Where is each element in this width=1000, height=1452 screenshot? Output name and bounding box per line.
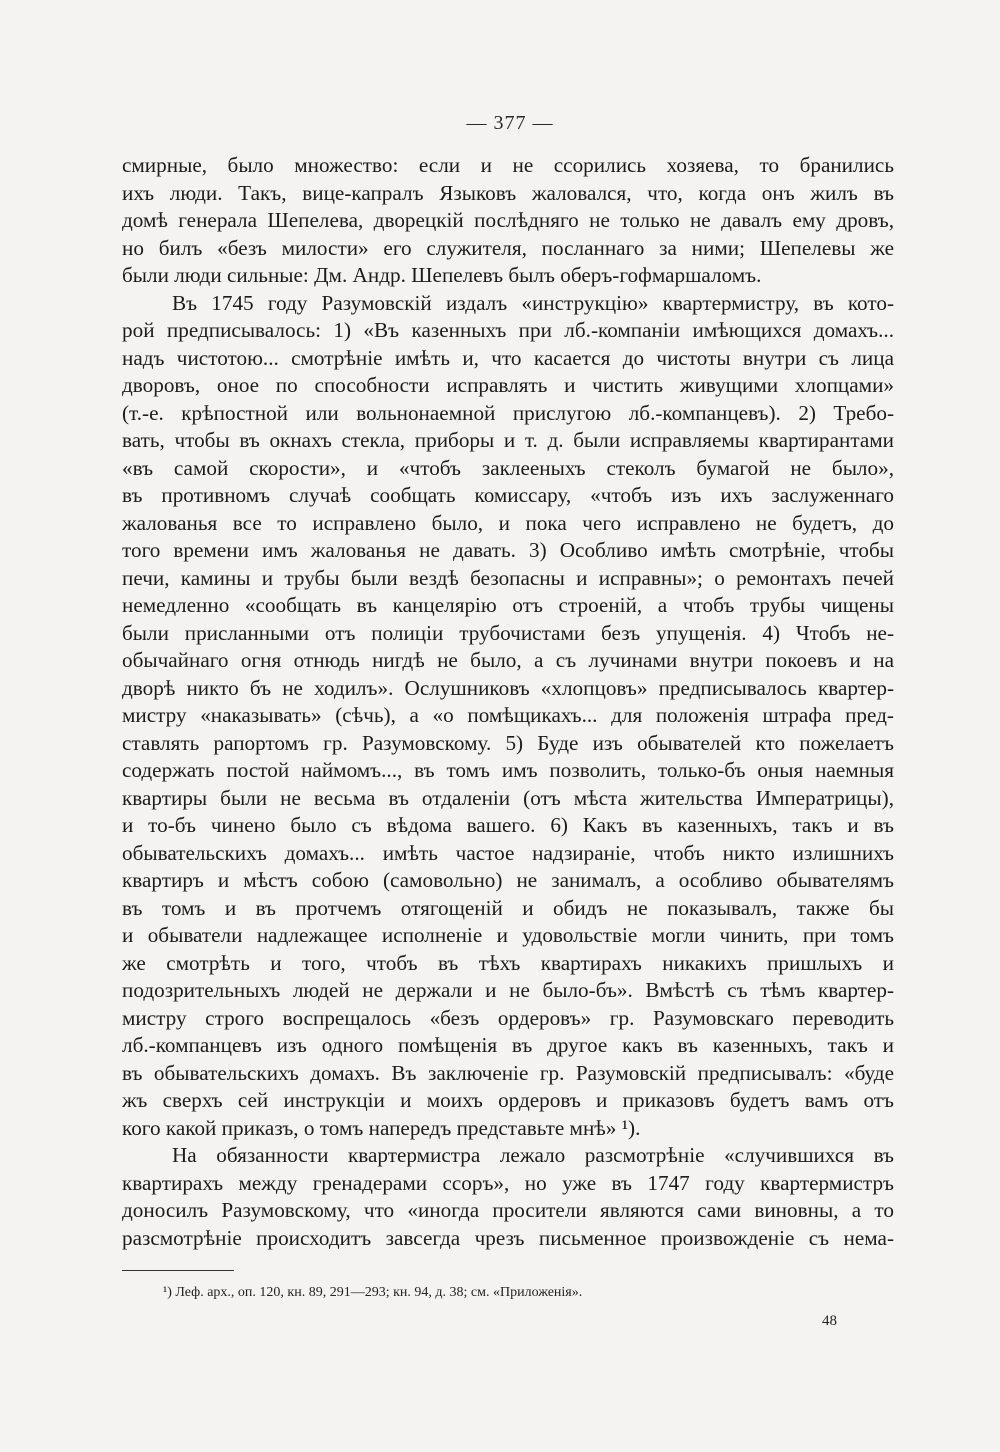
- text-line: того времени имъ жалованья не давать. 3) Особливо имѣть смотрѣніе, чтобы: [122, 538, 894, 562]
- text-line: въ томъ и въ протчемъ отягощеній и обидъ не показывалъ, также бы: [122, 895, 894, 920]
- text-line: квартиръ и мѣстъ собою (самовольно) не занималъ, а особливо обывателямъ: [122, 868, 894, 892]
- text-line: домѣ генерала Шепелева, дворецкій послѣдняго не только не давалъ ему дровъ,: [122, 208, 894, 232]
- signature-mark: 48: [822, 1313, 837, 1329]
- text-line: въ обывательскихъ домахъ. Въ заключеніе гр. Разумовскій предписывалъ: «буде: [122, 1060, 894, 1085]
- text-line: жалованья все то исправлено было, и пока чего исправлено не будетъ, до: [122, 510, 894, 535]
- text-line: въ противномъ случаѣ сообщать комиссару, «чтобъ изъ ихъ заслуженнаго: [122, 483, 894, 507]
- text-line: «въ самой скорости», и «чтобъ заклееныхъ стеколъ бумагой не было»,: [122, 455, 894, 480]
- text-line: но билъ «безъ милости» его служителя, посланнаго за ними; Шепелевы же: [122, 235, 894, 260]
- footnote: ¹) Леф. арх., оп. 120, кн. 89, 291—293; кн. 94, д. 38; см. «Приложенія».: [163, 1285, 583, 1300]
- text-line: квартирахъ между гренадерами ссоръ», но уже въ 1747 году квартермистръ: [122, 1170, 894, 1195]
- footnote-divider: [122, 1270, 234, 1271]
- text-line: ставлять рапортомъ гр. Разумовскому. 5) Буде изъ обывателей кто пожелаетъ: [122, 730, 894, 755]
- text-line: квартиры были не весьма въ отдаленіи (отъ мѣста жительства Императрицы),: [122, 785, 894, 810]
- page-number: — 377 —: [466, 112, 554, 134]
- text-line: и обыватели надлежащее исполненіе и удовольствіе могли чинить, при томъ: [122, 923, 894, 947]
- text-line: немедленно «сообщать въ канцелярію отъ строеній, а чтобъ трубы чищены: [122, 593, 894, 617]
- text-line: смирные, было множество: если и не ссорились хозяева, то бранились: [122, 153, 894, 177]
- text-line: подозрительныхъ людей не держали и не было-бъ». Вмѣстѣ съ тѣмъ квартер-: [122, 978, 894, 1002]
- text-line: содержать постой наймомъ..., въ томъ имъ позволить, только-бъ оныя наемныя: [122, 758, 894, 782]
- body-text: [122, 152, 894, 1252]
- text-line: обычайнаго огня отнюдь нигдѣ не было, а съ лучинами внутри покоевъ и на: [122, 648, 894, 672]
- paragraph-start-line: На обязанности квартермистра лежало разсмотрѣніе «случившихся въ: [172, 1143, 894, 1167]
- text-line: печи, камины и трубы были вездѣ безопасны и исправны»; о ремонтахъ печей: [122, 565, 894, 590]
- text-line: ихъ люди. Такъ, вице-капралъ Языковъ жаловался, что, когда онъ жилъ въ: [122, 180, 894, 205]
- text-line: вать, чтобы въ окнахъ стекла, приборы и т. д. были исправляемы квартирантами: [122, 428, 894, 452]
- text-line: обывательскихъ домахъ... имѣть частое надзираніе, чтобъ никто излишнихъ: [122, 840, 894, 865]
- text-line: и то-бъ чинено было съ вѣдома вашего. 6) Какъ въ казенныхъ, такъ и въ: [122, 813, 894, 837]
- text-line: дворѣ никто бъ не ходилъ». Ослушниковъ «хлопцовъ» предписывалось квартер-: [122, 675, 894, 700]
- text-line: жъ сверхъ сей инструкціи и моихъ ордеровъ и приказовъ будетъ вамъ отъ: [122, 1088, 894, 1112]
- text-line: рой предписывалось: 1) «Въ казенныхъ при лб.-компаніи имѣющихся домахъ...: [122, 318, 894, 342]
- text-line: (т.-е. крѣпостной или вольнонаемной прислугою лб.-компанцевъ). 2) Требо-: [122, 400, 894, 425]
- text-line: разсмотрѣніе происходитъ завсегда чрезъ письменное произвожденіе съ нема-: [122, 1225, 894, 1250]
- text-line: доносилъ Разумовскому, что «иногда просители являются сами виновны, а то: [122, 1198, 894, 1222]
- text-line: дворовъ, оное по способности исправлять и чистить живущими хлопцами»: [122, 373, 894, 397]
- text-line: мистру строго воспрещалось «безъ ордеровъ» гр. Разумовскаго переводить: [122, 1005, 894, 1030]
- text-line: были присланными отъ полиціи трубочистами безъ упущенія. 4) Чтобъ не-: [122, 620, 894, 645]
- text-line: были люди сильные: Дм. Андр. Шепелевъ былъ оберъ-гофмаршаломъ.: [122, 263, 762, 287]
- text-line: кого какой приказъ, о томъ напередъ представьте мнѣ» ¹).: [122, 1115, 641, 1140]
- paragraph-start-line: Въ 1745 году Разумовскій издалъ «инструкцію» квартермистру, въ кото-: [172, 290, 894, 315]
- text-line: мистру «наказывать» (сѣчь), а «о помѣщикахъ... для положенія штрафа пред-: [122, 703, 894, 727]
- text-line: же смотрѣть и того, чтобъ въ тѣхъ квартирахъ никакихъ пришлыхъ и: [122, 950, 894, 975]
- text-line: лб.-компанцевъ изъ одного помѣщенія въ другое какъ въ казенныхъ, такъ и: [122, 1033, 894, 1057]
- text-line: надъ чистотою... смотрѣніе имѣть и, что касается до чистоты внутри съ лица: [122, 345, 894, 370]
